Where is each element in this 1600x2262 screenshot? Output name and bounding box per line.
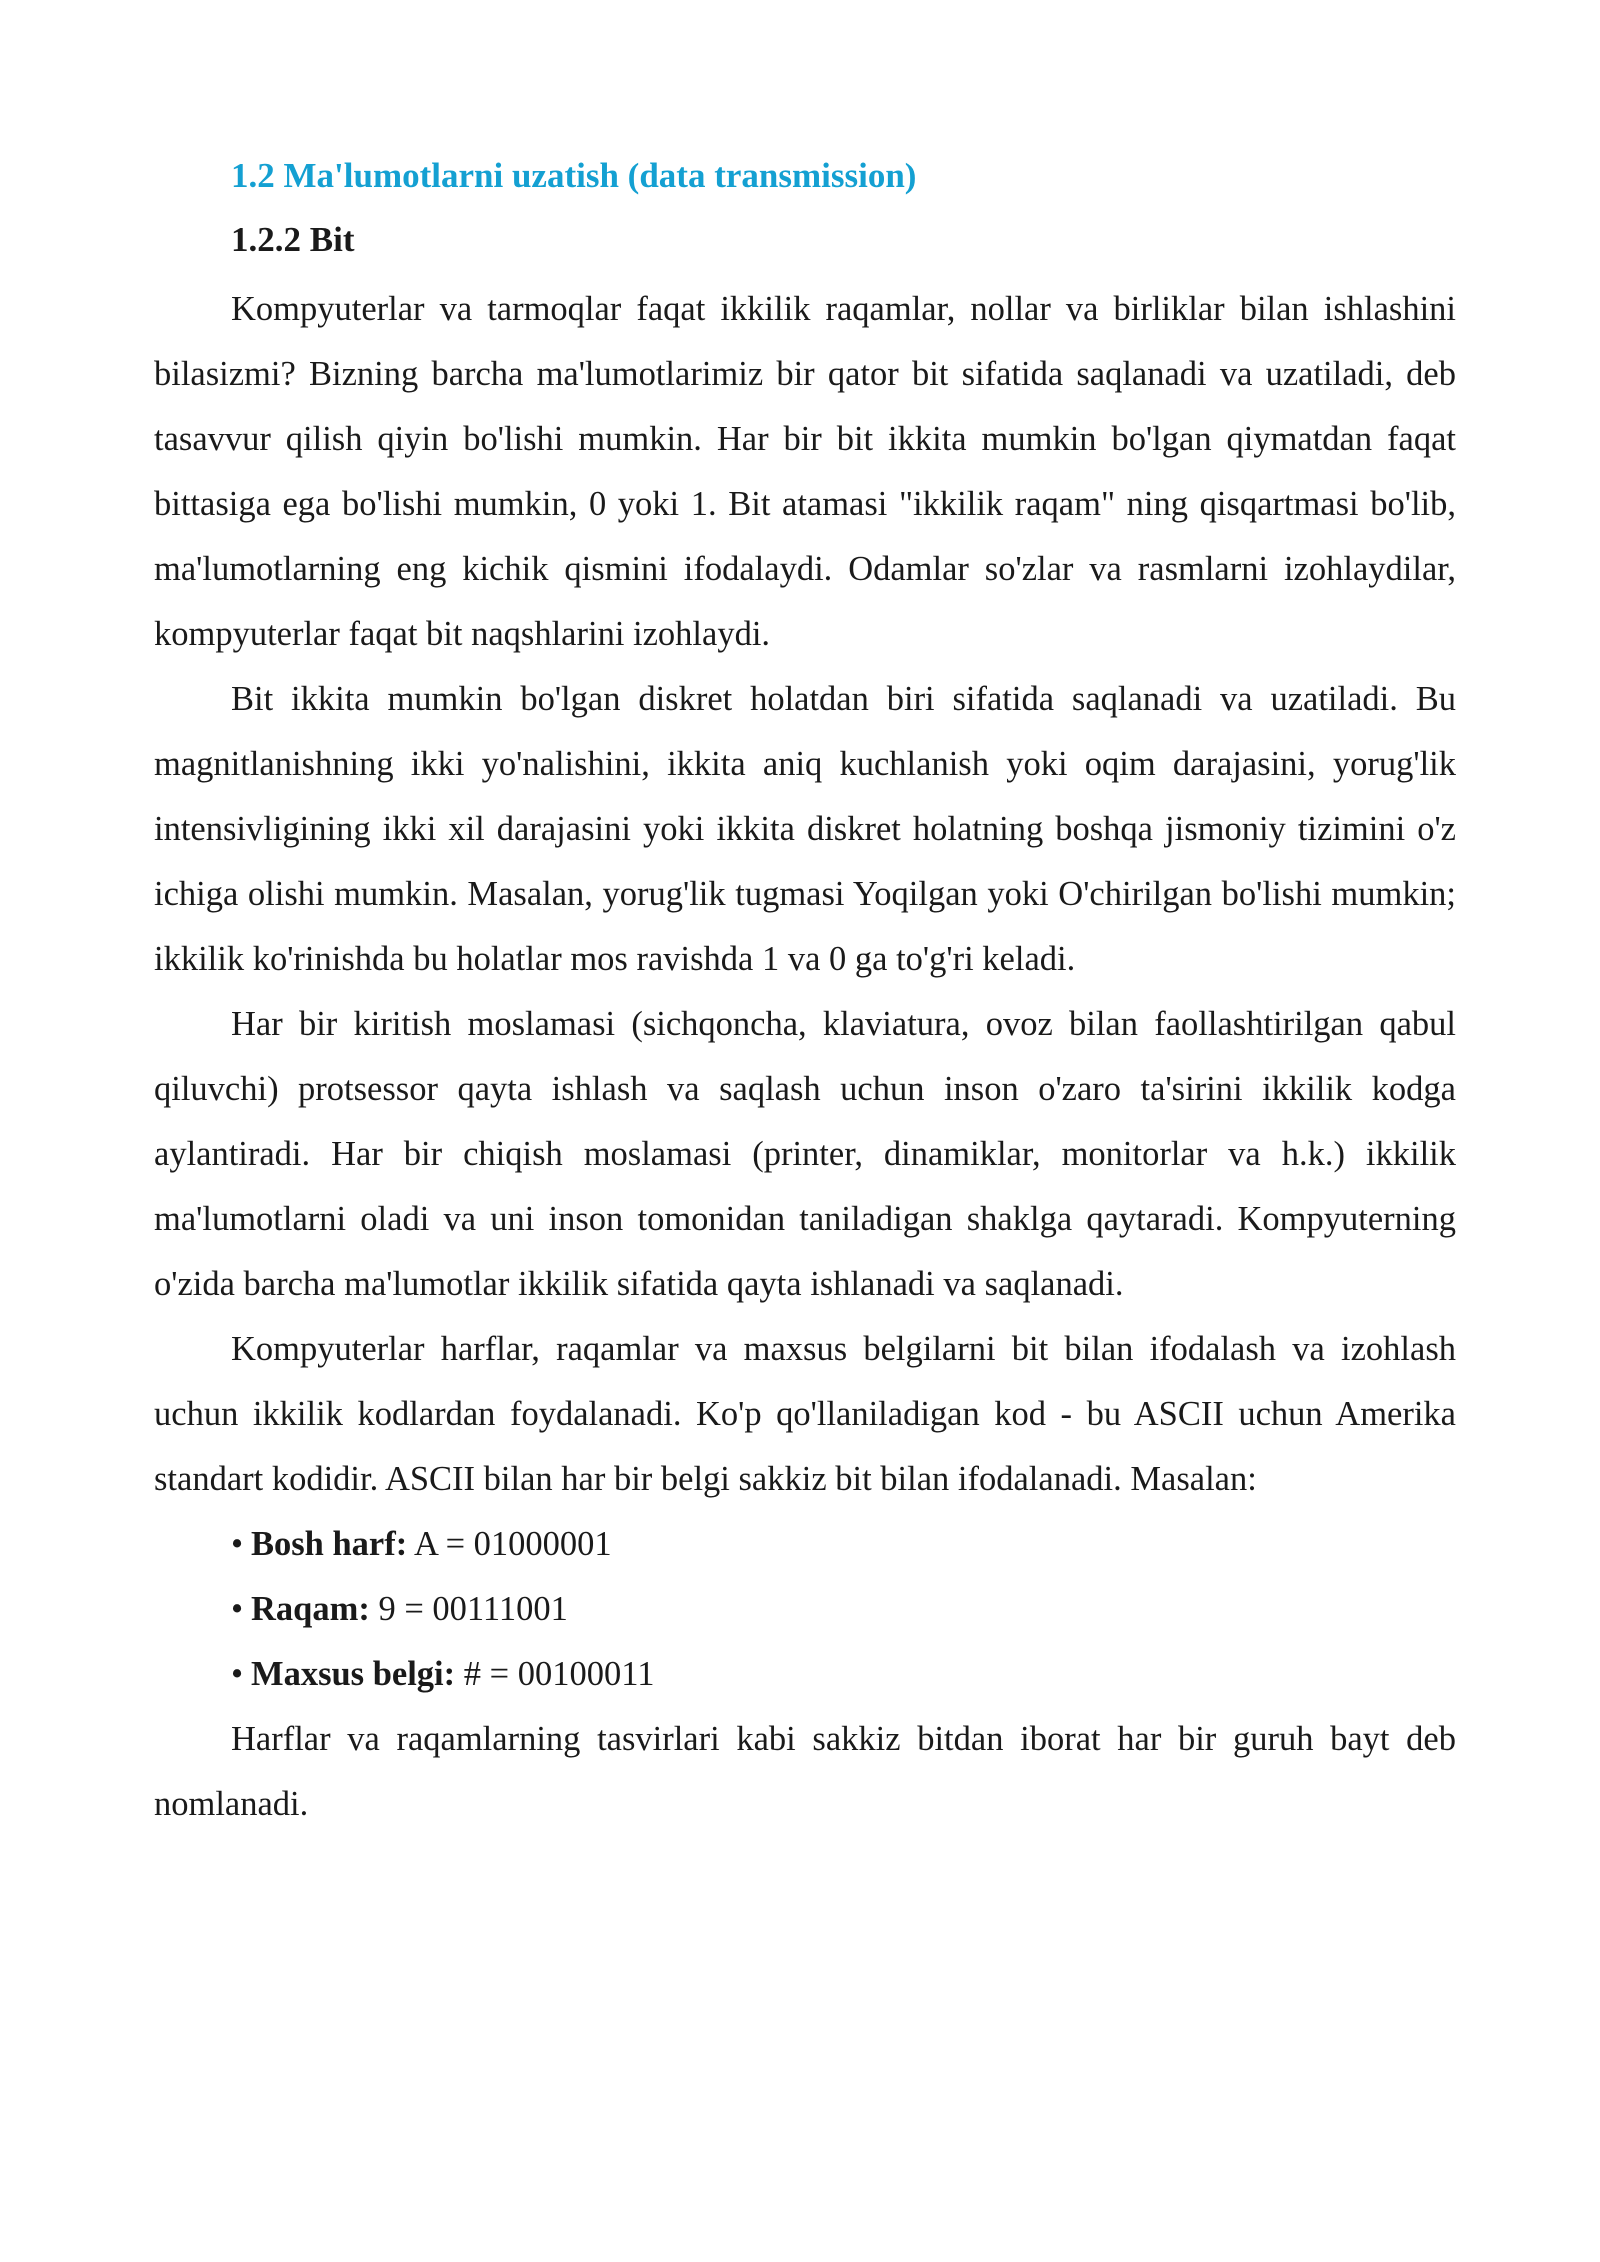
document-page <box>154 148 1456 1837</box>
paragraph-discrete-states: Bit ikkita mumkin bo'lgan diskret holatdan biri sifatida saqlanadi va uzatiladi. Bu magnitlanishning ikki yo'nalishini, ikkita aniq kuchlanish yoki oqim darajasini, yorug'lik intensivligining ikki xil darajasini yoki ikkita diskret holatning boshqa jismoniy tizimini o'z ichiga olishi mumkin. Masalan, yorug'lik tugmasi Yoqilgan yoki O'chirilgan bo'lishi mumkin; ikkilik ko'rinishda bu holatlar mos ravishda 1 va 0 ga to'g'ri keladi. <box>154 680 1456 978</box>
example-value: A = 01000001 <box>407 1525 612 1563</box>
subsection-heading: 1.2.2 Bit <box>231 220 355 259</box>
section-heading: 1.2 Ma'lumotlarni uzatish (data transmission) <box>231 156 917 195</box>
paragraph-ascii: Kompyuterlar harflar, raqamlar va maxsus belgilarni bit bilan ifodalash va izohlash uchun ikkilik kodlardan foydalanadi. Ko'p qo'llaniladigan kod - bu ASCII uchun Amerika standart kodidir. ASCII bilan har bir belgi sakkiz bit bilan ifodalanadi. Masalan: <box>154 1330 1456 1498</box>
bullet-icon: • <box>231 1655 244 1693</box>
bullet-icon: • <box>231 1525 244 1563</box>
paragraph-byte: Harflar va raqamlarning tasvirlari kabi sakkiz bitdan iborat har bir guruh bayt deb nomlanadi. <box>154 1720 1456 1823</box>
example-label: Raqam: <box>251 1590 370 1628</box>
paragraph-intro: Kompyuterlar va tarmoqlar faqat ikkilik raqamlar, nollar va birliklar bilan ishlashini bilasizmi? Bizning barcha ma'lumotlarimiz bir qator bit sifatida saqlanadi va uzatiladi, deb tasavvur qilish qiyin bo'lishi mumkin. Har bir bit ikkita mumkin bo'lgan qiymatdan faqat bittasiga ega bo'lishi mumkin, 0 yoki 1. Bit atamasi "ikkilik raqam" ning qisqartmasi bo'lib, ma'lumotlarning eng kichik qismini ifodalaydi. Odamlar so'zlar va rasmlarni izohlaydilar, kompyuterlar faqat bit naqshlarini izohlaydi. <box>154 290 1456 653</box>
example-label: Maxsus belgi: <box>251 1655 456 1693</box>
example-value: # = 00100011 <box>455 1655 655 1693</box>
list-item <box>231 1512 1456 1577</box>
example-label: Bosh harf: <box>251 1525 408 1563</box>
ascii-examples-list <box>154 1512 1456 1707</box>
example-value: 9 = 00111001 <box>369 1590 568 1628</box>
list-item <box>231 1642 1456 1707</box>
bullet-icon: • <box>231 1590 244 1628</box>
list-item <box>231 1577 1456 1642</box>
paragraph-input-output: Har bir kiritish moslamasi (sichqoncha, klaviatura, ovoz bilan faollashtirilgan qabul qiluvchi) protsessor qayta ishlash va saqlash uchun inson o'zaro ta'sirini ikkilik kodga aylantiradi. Har bir chiqish moslamasi (printer, dinamiklar, monitorlar va h.k.) ikkilik ma'lumotlarni oladi va uni inson tomonidan taniladigan shaklga qaytaradi. Kompyuterning o'zida barcha ma'lumotlar ikkilik sifatida qayta ishlanadi va saqlanadi. <box>154 1005 1456 1303</box>
